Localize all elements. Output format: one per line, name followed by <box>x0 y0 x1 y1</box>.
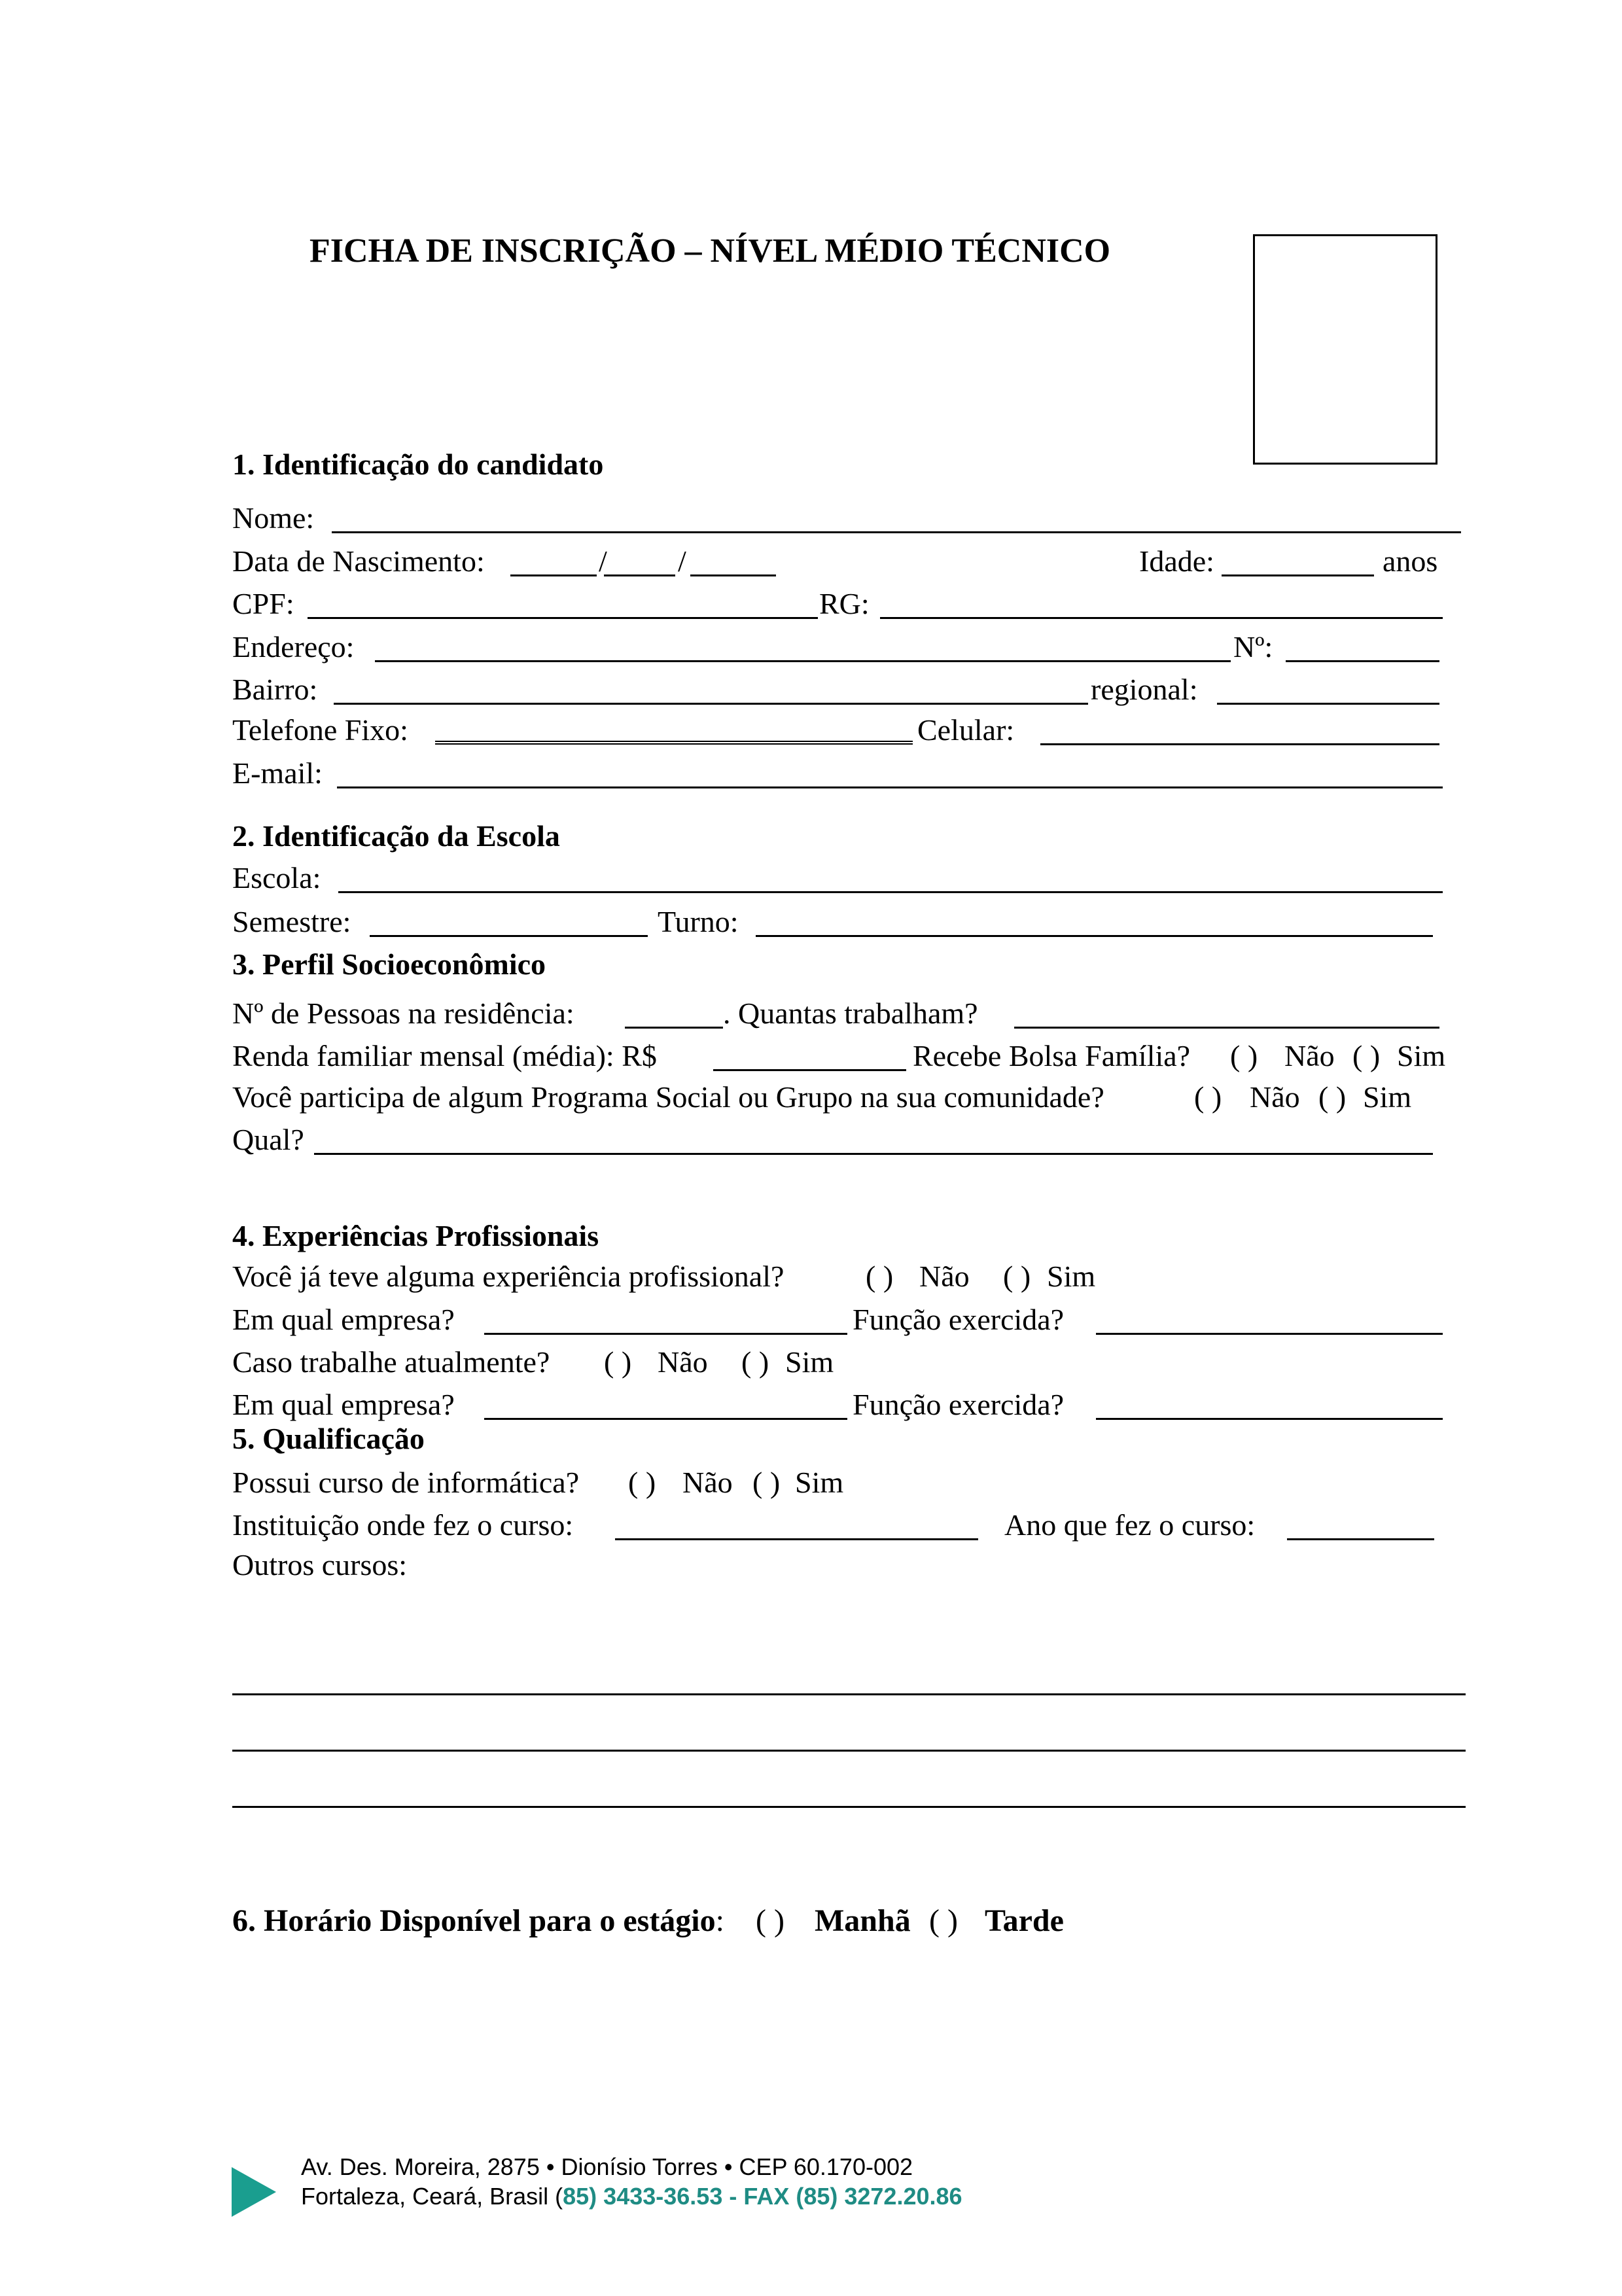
row-pessoas <box>232 994 1622 1033</box>
row-cpf-rg <box>232 584 1622 624</box>
outros-line-1[interactable] <box>232 1693 1466 1695</box>
photo-placeholder-box <box>1253 234 1437 465</box>
informatica-nao-label: Não <box>682 1466 733 1499</box>
row-trabalha <box>232 1343 1622 1382</box>
programa-sim-label: Sim <box>1363 1080 1412 1114</box>
renda-field[interactable] <box>713 1069 906 1071</box>
trabalha-sim-label: Sim <box>785 1345 834 1379</box>
bairro-field[interactable] <box>334 703 1088 705</box>
footer-address: Av. Des. Moreira, 2875 • Dionísio Torres • CEP 60.170-002 <box>301 2153 913 2180</box>
date-separator: / <box>599 544 607 578</box>
quantas-label: . Quantas trabalham? <box>723 997 978 1030</box>
idade-label: Idade: <box>1139 544 1214 578</box>
experiencia-nao-checkbox[interactable]: ( ) <box>866 1260 894 1293</box>
funcao-label: Função exercida? <box>853 1303 1065 1336</box>
funcao-field-2[interactable] <box>1096 1418 1443 1420</box>
escola-field[interactable] <box>338 891 1443 893</box>
bolsa-sim-label: Sim <box>1397 1039 1446 1072</box>
outros-label: Outros cursos: <box>232 1548 408 1581</box>
trabalha-nao-checkbox[interactable]: ( ) <box>604 1345 632 1379</box>
rg-label: RG: <box>819 587 870 620</box>
celular-field[interactable] <box>1040 743 1439 745</box>
ano-label: Ano que fez o curso: <box>1004 1508 1256 1542</box>
row-nome <box>232 499 1622 538</box>
row-renda <box>232 1036 1622 1076</box>
row-telefone <box>232 711 1622 750</box>
row-experiencia <box>232 1257 1622 1296</box>
manha-label: Manhã <box>815 1903 911 1938</box>
section-3-heading: 3. Perfil Socioeconômico <box>232 947 546 981</box>
footer-phones: 85) 3433-36.53 - FAX (85) 3272.20.86 <box>563 2183 962 2210</box>
section-1-heading: 1. Identificação do candidato <box>232 448 604 481</box>
escola-label: Escola: <box>232 861 321 894</box>
informatica-label: Possui curso de informática? <box>232 1466 580 1499</box>
empresa-field-1[interactable] <box>484 1333 847 1335</box>
empresa-label: Em qual empresa? <box>232 1388 455 1421</box>
tarde-checkbox[interactable]: ( ) <box>929 1903 958 1938</box>
telefone-label: Telefone Fixo: <box>232 713 408 747</box>
anos-label: anos <box>1383 544 1438 578</box>
endereco-field[interactable] <box>375 660 1231 662</box>
birth-month-field[interactable] <box>604 574 675 576</box>
row-programa <box>232 1078 1622 1117</box>
nascimento-label: Data de Nascimento: <box>232 544 485 578</box>
qual-label: Qual? <box>232 1123 304 1156</box>
informatica-sim-checkbox[interactable]: ( ) <box>752 1466 781 1499</box>
date-separator: / <box>678 544 686 578</box>
trabalha-sim-checkbox[interactable]: ( ) <box>741 1345 769 1379</box>
tarde-label: Tarde <box>985 1903 1064 1938</box>
row-bairro <box>232 670 1622 709</box>
idade-field[interactable] <box>1222 574 1374 576</box>
instituicao-label: Instituição onde fez o curso: <box>232 1508 574 1542</box>
play-triangle-icon <box>232 2167 276 2217</box>
section-6-colon: : <box>715 1903 724 1938</box>
qual-field[interactable] <box>314 1153 1433 1155</box>
programa-sim-checkbox[interactable]: ( ) <box>1318 1080 1347 1114</box>
numero-label: Nº: <box>1233 630 1273 663</box>
row-semestre-turno <box>232 902 1622 942</box>
empresa-label: Em qual empresa? <box>232 1303 455 1336</box>
manha-checkbox[interactable]: ( ) <box>756 1903 785 1938</box>
endereco-label: Endereço: <box>232 630 355 663</box>
experiencia-nao-label: Não <box>919 1260 970 1293</box>
cpf-field[interactable] <box>308 617 818 619</box>
row-informatica <box>232 1463 1622 1502</box>
semestre-field[interactable] <box>370 935 648 937</box>
email-label: E-mail: <box>232 756 323 790</box>
rg-field[interactable] <box>880 617 1443 619</box>
nome-label: Nome: <box>232 501 315 535</box>
birth-day-field[interactable] <box>510 574 597 576</box>
empresa-field-2[interactable] <box>484 1418 847 1420</box>
row-instituicao <box>232 1506 1622 1545</box>
regional-field[interactable] <box>1217 703 1439 705</box>
trabalha-nao-label: Não <box>658 1345 708 1379</box>
section-2-heading: 2. Identificação da Escola <box>232 819 560 853</box>
bolsa-label: Recebe Bolsa Família? <box>913 1039 1191 1072</box>
funcao-field-1[interactable] <box>1096 1333 1443 1335</box>
outros-line-3[interactable] <box>232 1806 1466 1808</box>
programa-nao-checkbox[interactable]: ( ) <box>1194 1080 1222 1114</box>
row-endereco <box>232 627 1622 667</box>
row-nascimento <box>232 542 1622 581</box>
informatica-sim-label: Sim <box>795 1466 844 1499</box>
experiencia-label: Você já teve alguma experiência profissional? <box>232 1260 785 1293</box>
page-title: FICHA DE INSCRIÇÃO – NÍVEL MÉDIO TÉCNICO <box>309 232 1111 270</box>
row-email <box>232 754 1622 793</box>
row-empresa-2 <box>232 1385 1622 1424</box>
programa-nao-label: Não <box>1250 1080 1300 1114</box>
section-5-heading: 5. Qualificação <box>232 1422 425 1455</box>
funcao-label: Função exercida? <box>853 1388 1065 1421</box>
ano-field[interactable] <box>1287 1538 1434 1540</box>
bolsa-nao-checkbox[interactable]: ( ) <box>1230 1039 1258 1072</box>
section-4-heading: 4. Experiências Profissionais <box>232 1219 599 1252</box>
birth-year-field[interactable] <box>690 574 776 576</box>
quantas-field[interactable] <box>1014 1027 1439 1029</box>
bairro-label: Bairro: <box>232 673 318 706</box>
section-6-row <box>232 1903 1064 1939</box>
experiencia-sim-label: Sim <box>1047 1260 1096 1293</box>
informatica-nao-checkbox[interactable]: ( ) <box>628 1466 656 1499</box>
email-field[interactable] <box>337 786 1443 788</box>
semestre-label: Semestre: <box>232 905 351 938</box>
row-outros <box>232 1545 1622 1585</box>
numero-field[interactable] <box>1286 660 1439 662</box>
bolsa-nao-label: Não <box>1284 1039 1335 1072</box>
turno-label: Turno: <box>658 905 739 938</box>
footer-contact <box>301 2182 962 2211</box>
nome-field[interactable] <box>332 531 1461 533</box>
row-qual <box>232 1120 1622 1159</box>
regional-label: regional: <box>1091 673 1198 706</box>
telefone-field[interactable] <box>435 741 913 745</box>
programa-label: Você participa de algum Programa Social ou Grupo na sua comunidade? <box>232 1080 1104 1114</box>
pessoas-label: Nº de Pessoas na residência: <box>232 997 574 1030</box>
row-escola <box>232 858 1622 898</box>
experiencia-sim-checkbox[interactable]: ( ) <box>1003 1260 1031 1293</box>
instituicao-field[interactable] <box>615 1538 978 1540</box>
trabalha-label: Caso trabalhe atualmente? <box>232 1345 550 1379</box>
outros-line-2[interactable] <box>232 1750 1466 1752</box>
row-empresa-1 <box>232 1300 1622 1339</box>
bolsa-sim-checkbox[interactable]: ( ) <box>1352 1039 1381 1072</box>
section-6-heading: 6. Horário Disponível para o estágio <box>232 1903 716 1938</box>
pessoas-field[interactable] <box>625 1027 723 1029</box>
renda-label: Renda familiar mensal (média): R$ <box>232 1039 657 1072</box>
celular-label: Celular: <box>917 713 1015 747</box>
turno-field[interactable] <box>756 935 1433 937</box>
cpf-label: CPF: <box>232 587 294 620</box>
footer-city: Fortaleza, Ceará, Brasil ( <box>301 2183 563 2210</box>
